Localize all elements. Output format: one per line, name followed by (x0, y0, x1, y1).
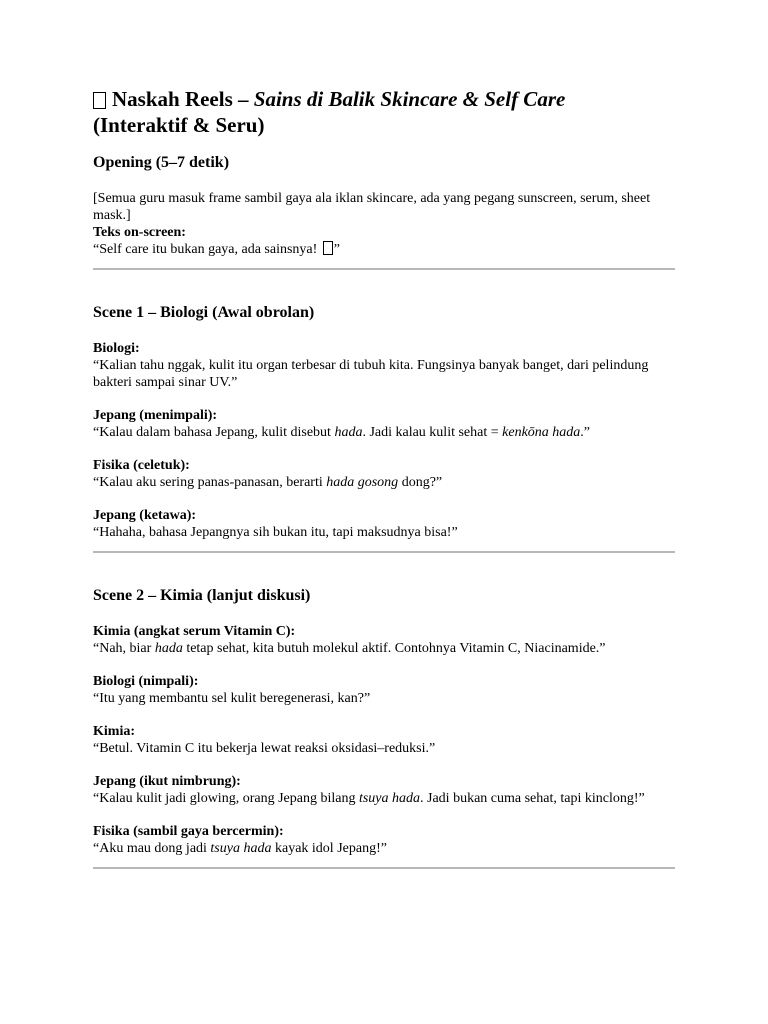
speaker-label: Jepang (ketawa): (93, 508, 197, 523)
dialogue-text: “Nah, biar (93, 641, 155, 656)
speaker-label: Biologi (nimpali): (93, 674, 199, 689)
dialogue-text: “Aku mau dong jadi (93, 841, 211, 856)
opening-heading: Opening (5–7 detik) (93, 154, 230, 171)
title-prefix: Naskah Reels – (112, 87, 254, 111)
onscreen-text-before: “Self care itu bukan gaya, ada sainsnya! (93, 242, 321, 257)
scene2-section (93, 585, 675, 857)
speaker-label: Biologi: (93, 341, 140, 356)
onscreen-text-after: ” (333, 242, 341, 257)
opening-direction: [Semua guru masuk frame sambil gaya ala iklan skincare, ada yang pegang sunscreen, serum, sheet mask.] (93, 191, 651, 223)
sparkles-icon (323, 241, 333, 255)
dialogue-text: . Jadi bukan cuma sehat, tapi kinclong!” (420, 791, 645, 806)
dialogue-term: hada gosong (326, 475, 399, 490)
onscreen-block (93, 224, 675, 258)
opening-section (93, 152, 675, 258)
speaker-label: Fisika (celetuk): (93, 458, 190, 473)
scene1-heading: Scene 1 – Biologi (Awal obrolan) (93, 304, 315, 321)
scene1-section (93, 302, 675, 541)
dialogue-line (93, 507, 675, 541)
dialogue-line (93, 723, 675, 757)
dialogue-term: tsuya hada (210, 841, 272, 856)
dialogue-text: “Itu yang membantu sel kulit beregenerasi, kan?” (93, 691, 371, 706)
dialogue-term: kenkōna hada (502, 425, 581, 440)
clapper-board-icon (93, 92, 106, 109)
dialogue-text: “Kalau kulit jadi glowing, orang Jepang bilang (93, 791, 359, 806)
dialogue-term: hada (154, 641, 183, 656)
speaker-label: Fisika (sambil gaya bercermin): (93, 824, 284, 839)
scene2-dialogue (93, 623, 675, 857)
dialogue-term: tsuya hada (358, 791, 421, 806)
speaker-label: Kimia (angkat serum Vitamin C): (93, 624, 296, 639)
scene1-dialogue (93, 340, 675, 541)
dialogue-text: “Kalau aku sering panas-panasan, berarti (93, 475, 327, 490)
dialogue-line (93, 823, 675, 857)
dialogue-line (93, 773, 675, 807)
dialogue-line (93, 673, 675, 707)
dialogue-text: .” (580, 425, 591, 440)
title-italic: Sains di Balik Skincare & Self Care (253, 87, 566, 111)
title-suffix: (Interaktif & Seru) (93, 113, 265, 137)
dialogue-text: dong?” (398, 475, 443, 490)
dialogue-text: “Kalau dalam bahasa Jepang, kulit disebut (93, 425, 335, 440)
dialogue-text: tetap sehat, kita butuh molekul aktif. Contohnya Vitamin C, Niacinamide.” (182, 641, 606, 656)
dialogue-text: “Betul. Vitamin C itu bekerja lewat reaksi oksidasi–reduksi.” (93, 741, 436, 756)
dialogue-line (93, 340, 675, 391)
section-divider (93, 551, 675, 553)
speaker-label: Kimia: (93, 724, 135, 739)
document-page (93, 86, 675, 901)
speaker-label: Jepang (menimpali): (93, 408, 218, 423)
document-title (93, 86, 675, 138)
dialogue-text: kayak idol Jepang!” (271, 841, 387, 856)
dialogue-line (93, 407, 675, 441)
scene2-heading: Scene 2 – Kimia (lanjut diskusi) (93, 587, 311, 604)
dialogue-term: hada (334, 425, 363, 440)
dialogue-text: “Kalian tahu nggak, kulit itu organ terbesar di tubuh kita. Fungsinya banyak banget, dari pelindung bakteri sampai sinar UV.” (93, 358, 649, 390)
section-divider (93, 867, 675, 869)
dialogue-line (93, 623, 675, 657)
onscreen-label: Teks on-screen: (93, 225, 186, 240)
dialogue-text: “Hahaha, bahasa Jepangnya sih bukan itu, tapi maksudnya bisa!” (93, 525, 458, 540)
dialogue-line (93, 457, 675, 491)
speaker-label: Jepang (ikut nimbrung): (93, 774, 241, 789)
dialogue-text: . Jadi kalau kulit sehat = (362, 425, 503, 440)
section-divider (93, 268, 675, 270)
